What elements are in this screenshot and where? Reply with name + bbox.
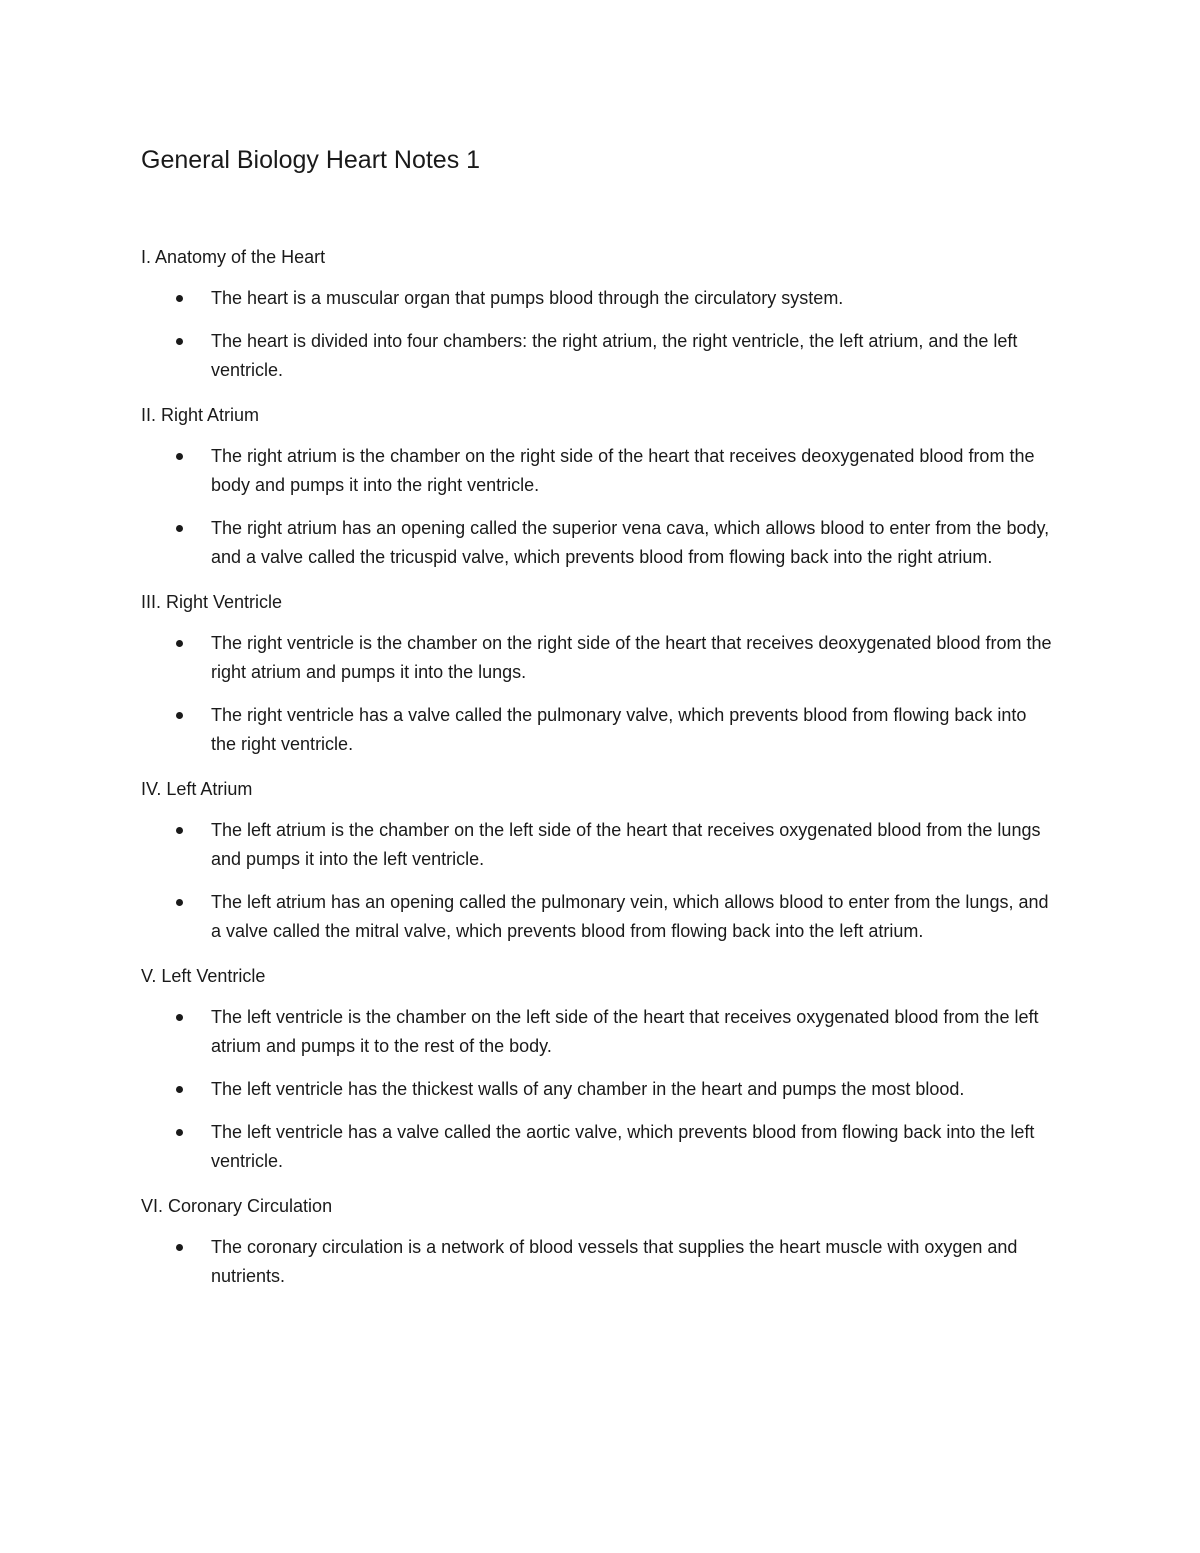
list-item-text: The right ventricle is the chamber on the right side of the heart that receives deoxygenated blood from the right atrium and pumps it into the lungs. <box>211 633 1052 682</box>
bullet-list <box>141 442 1071 572</box>
list-item-text: The right atrium has an opening called the superior vena cava, which allows blood to enter from the body, and a valve called the tricuspid valve, which prevents blood from flowing back into the right atrium. <box>211 518 1050 567</box>
bullet-icon <box>176 453 183 460</box>
section-coronary-circulation <box>141 1192 1071 1291</box>
list-item <box>141 442 1053 500</box>
section-heading: VI. Coronary Circulation <box>141 1196 333 1216</box>
list-item-text: The left ventricle has the thickest walls of any chamber in the heart and pumps the most blood. <box>211 1079 965 1099</box>
list-item <box>141 1003 1053 1061</box>
section-left-ventricle <box>141 962 1071 1176</box>
bullet-icon <box>176 640 183 647</box>
list-item <box>141 1118 1053 1176</box>
list-item <box>141 1233 1053 1291</box>
list-item-text: The left atrium has an opening called the pulmonary vein, which allows blood to enter from the lungs, and a valve called the mitral valve, which prevents blood from flowing back into the left atrium. <box>211 892 1049 941</box>
list-item-text: The left ventricle is the chamber on the left side of the heart that receives oxygenated blood from the left atrium and pumps it to the rest of the body. <box>211 1007 1039 1056</box>
list-item <box>141 701 1053 759</box>
bullet-icon <box>176 295 183 302</box>
bullet-icon <box>176 712 183 719</box>
list-item <box>141 888 1053 946</box>
list-item-text: The left ventricle has a valve called the aortic valve, which prevents blood from flowing back into the left ventricle. <box>211 1122 1035 1171</box>
bullet-icon <box>176 1244 183 1251</box>
section-heading: I. Anatomy of the Heart <box>141 247 326 267</box>
list-item-text: The right atrium is the chamber on the right side of the heart that receives deoxygenated blood from the body and pumps it into the right ventricle. <box>211 446 1035 495</box>
list-item-text: The heart is divided into four chambers: the right atrium, the right ventricle, the left atrium, and the left ventricle. <box>211 331 1018 380</box>
bullet-list <box>141 816 1071 946</box>
bullet-list <box>141 1003 1071 1176</box>
list-item <box>141 514 1053 572</box>
bullet-icon <box>176 827 183 834</box>
section-heading: II. Right Atrium <box>141 405 260 425</box>
list-item <box>141 327 1053 385</box>
section-heading: III. Right Ventricle <box>141 592 283 612</box>
list-item <box>141 284 1053 313</box>
section-left-atrium <box>141 775 1071 946</box>
list-item-text: The left atrium is the chamber on the left side of the heart that receives oxygenated blood from the lungs and pumps it into the left ventricle. <box>211 820 1041 869</box>
list-item <box>141 629 1053 687</box>
bullet-list <box>141 284 1071 385</box>
section-anatomy <box>141 243 1071 385</box>
bullet-list <box>141 629 1071 759</box>
list-item <box>141 816 1053 874</box>
section-heading: V. Left Ventricle <box>141 966 266 986</box>
section-right-atrium <box>141 401 1071 572</box>
bullet-icon <box>176 1129 183 1136</box>
list-item-text: The right ventricle has a valve called the pulmonary valve, which prevents blood from flowing back into the right ventricle. <box>211 705 1027 754</box>
list-item <box>141 1075 1053 1104</box>
page-title: General Biology Heart Notes 1 <box>141 146 481 174</box>
bullet-icon <box>176 899 183 906</box>
document-body <box>141 243 1071 1307</box>
section-heading: IV. Left Atrium <box>141 779 253 799</box>
list-item-text: The heart is a muscular organ that pumps blood through the circulatory system. <box>211 288 844 308</box>
bullet-icon <box>176 525 183 532</box>
section-right-ventricle <box>141 588 1071 759</box>
bullet-icon <box>176 1086 183 1093</box>
list-item-text: The coronary circulation is a network of blood vessels that supplies the heart muscle with oxygen and nutrients. <box>211 1237 1018 1286</box>
bullet-list <box>141 1233 1071 1291</box>
bullet-icon <box>176 338 183 345</box>
bullet-icon <box>176 1014 183 1021</box>
